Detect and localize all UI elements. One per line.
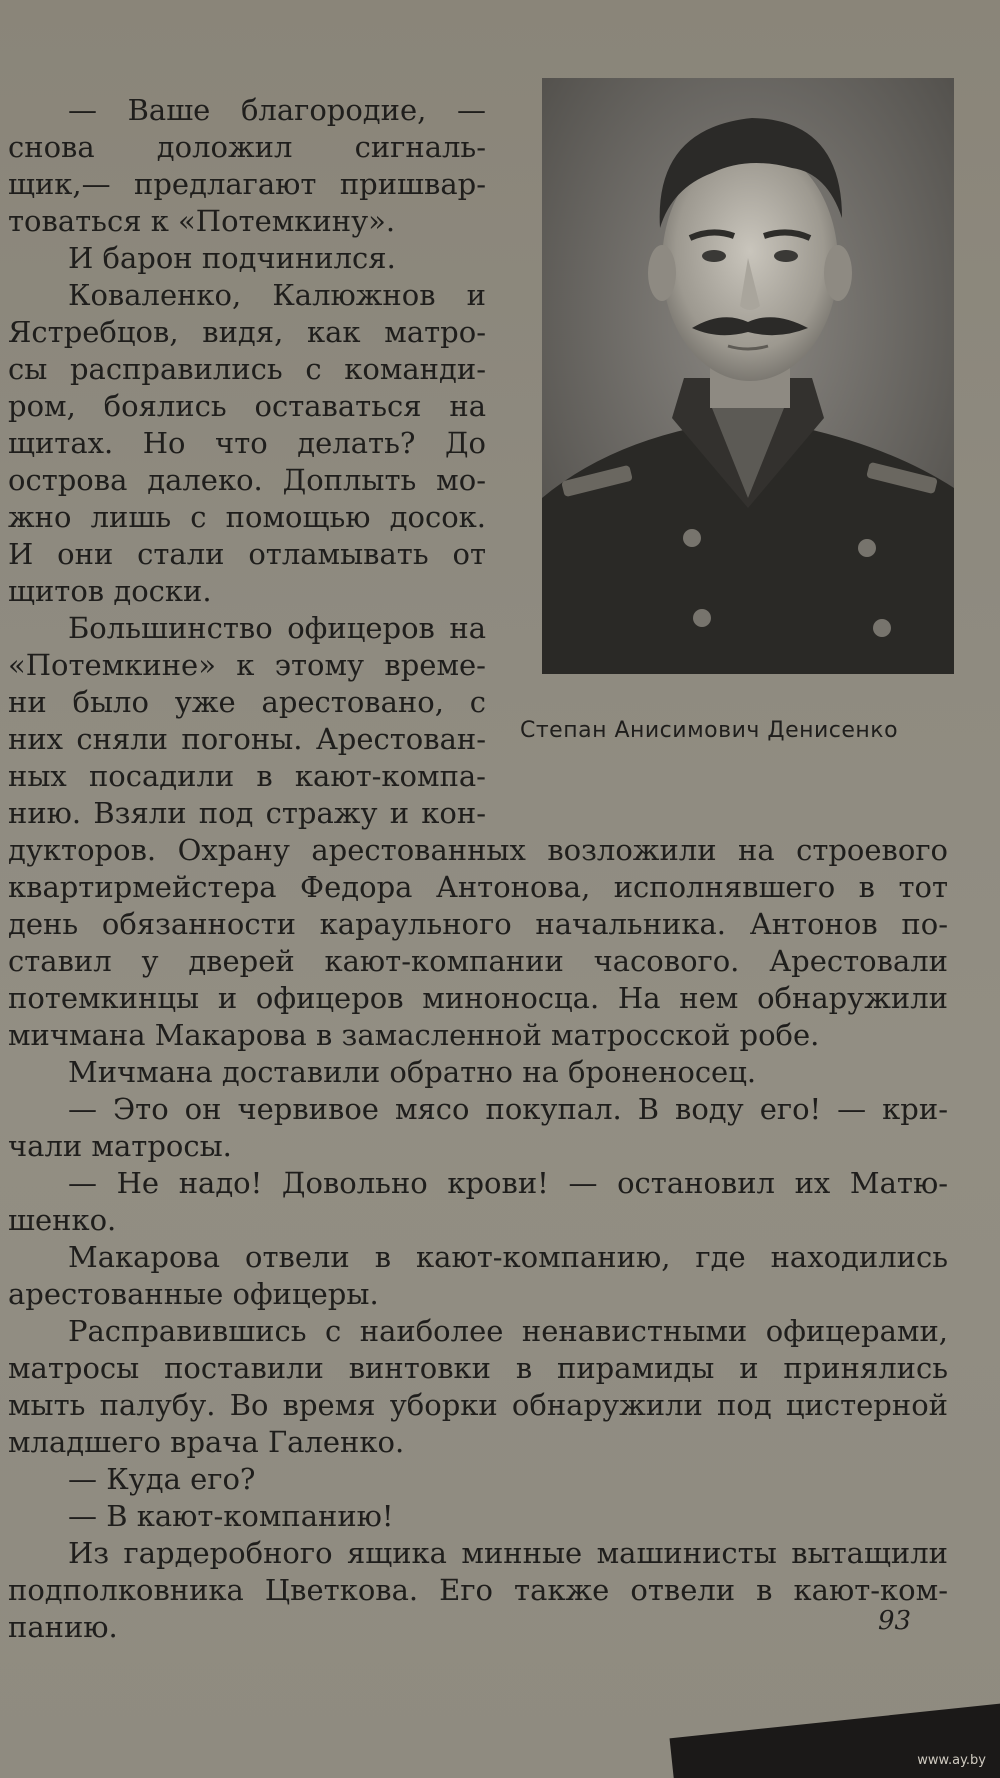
text-line: Макарова отвели в кают-компанию, где находились [68,1240,948,1274]
text-line: Большинство офицеров на [68,611,486,645]
text-line: щик,— предлагают пришвар- [8,167,486,201]
text-line: — Куда его? [68,1462,256,1496]
text-line: — Ваше благородие, — [68,93,486,127]
text-line: жно лишь с помощью досок. [8,500,486,534]
text-line: — Не надо! Довольно крови! — остановил их Матю- [68,1166,948,1200]
text-line: сы расправились с команди- [8,352,486,386]
portrait-photo [542,78,954,674]
text-line: чали матросы. [8,1129,232,1163]
text-column-narrow [8,92,486,832]
text-line: ром, боялись оставаться на [8,389,486,423]
text-line: арестованные офицеры. [8,1277,379,1311]
text-line: Расправившись с наиболее ненавистными офицерами, [68,1314,948,1348]
text-line: Коваленко, Калюжнов и [68,278,486,312]
text-line: ни было уже арестовано, с [8,685,486,719]
text-line: подполковника Цветкова. Его также отвели в кают-ком- [8,1573,948,1607]
text-line: матросы поставили винтовки в пирамиды и принялись [8,1351,948,1385]
text-line: панию. [8,1610,118,1644]
text-line: Ястребцов, видя, как матро- [8,315,486,349]
text-column-wide [8,832,948,1646]
page-number: 93 [878,1606,912,1636]
text-line: потемкинцы и офицеров миноносца. На нем обнаружили [8,981,948,1015]
photo-caption: Степан Анисимович Денисенко [520,718,899,743]
text-line: щитов доски. [8,574,212,608]
text-line: них сняли погоны. Арестован- [8,722,486,756]
text-line: — Это он червивое мясо покупал. В воду его! — кри- [68,1092,948,1126]
text-line: товаться к «Потемкину». [8,204,396,238]
text-line: Мичмана доставили обратно на броненосец. [68,1055,757,1089]
text-line: острова далеко. Доплыть мо- [8,463,486,497]
text-line: «Потемкине» к этому време- [8,648,486,682]
text-line: день обязанности караульного начальника. Антонов по- [8,907,948,941]
text-line: Из гардеробного ящика минные машинисты вытащили [68,1536,948,1570]
text-line: щитах. Но что делать? До [8,426,486,460]
text-line: снова доложил сигналь- [8,130,486,164]
text-line: ставил у дверей кают-компании часового. Арестовали [8,944,948,978]
text-line: ных посадили в кают-компа- [8,759,486,793]
watermark: www.ay.by [917,1753,986,1768]
text-line: шенко. [8,1203,117,1237]
text-line: квартирмейстера Федора Антонова, исполнявшего в тот [8,870,948,904]
portrait-illustration [542,78,954,674]
text-line: дукторов. Охрану арестованных возложили на строевого [8,833,948,867]
text-line: нию. Взяли под стражу и кон- [8,796,486,830]
text-line: мичмана Макарова в замасленной матросской робе. [8,1018,820,1052]
text-line: — В кают-компанию! [68,1499,394,1533]
text-line: И они стали отламывать от [8,537,486,571]
text-line: младшего врача Галенко. [8,1425,405,1459]
text-line: И барон подчинился. [68,241,396,275]
text-line: мыть палубу. Во время уборки обнаружили под цистерной [8,1388,948,1422]
